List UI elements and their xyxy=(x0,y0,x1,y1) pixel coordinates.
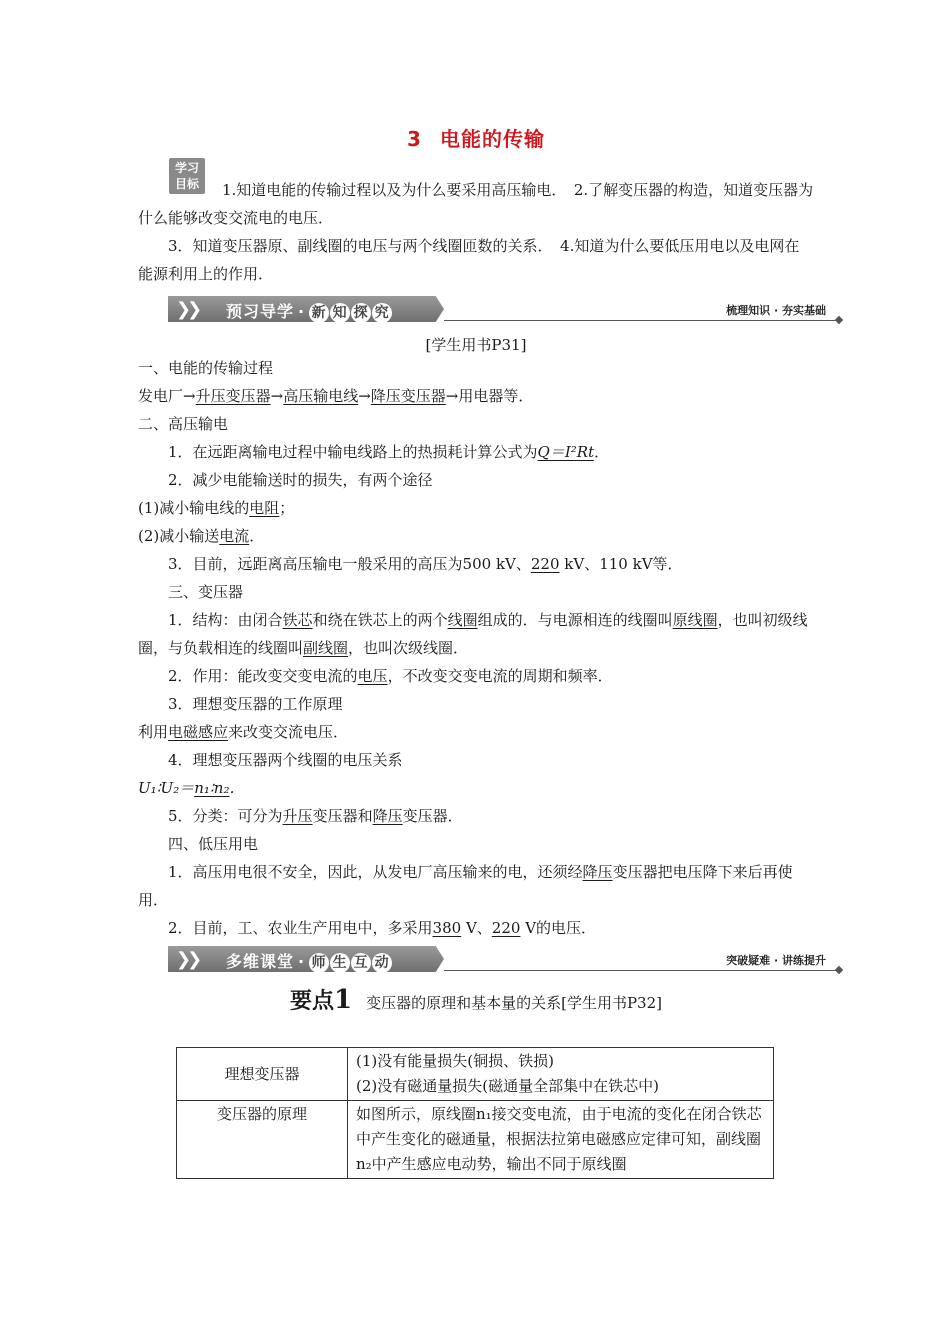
text-span: 来改变交流电压． xyxy=(228,723,349,741)
formula: U₁∶U₂＝ xyxy=(138,779,195,797)
text-line xyxy=(138,802,814,830)
text-line xyxy=(138,550,814,578)
text-span: 利用 xyxy=(138,723,169,741)
text-line xyxy=(138,662,814,690)
banner-title: 多维课堂 · 师 生 互 动 xyxy=(226,949,393,973)
fill-blank: 电流 xyxy=(219,527,250,545)
text-span: 1．高压用电很不安全，因此，从发电厂高压输来的电，还须经 xyxy=(168,863,583,881)
banner-circle-char: 动 xyxy=(372,953,392,973)
fill-blank: 升压 xyxy=(282,807,313,825)
text-line xyxy=(138,438,814,466)
fill-blank: 220 xyxy=(491,919,521,937)
flow-step: 降压变压器 xyxy=(370,387,446,405)
text-span: 1．结构：由闭合 xyxy=(168,611,283,629)
text-span: V的电压． xyxy=(520,919,597,937)
banner-prefix: 预习导学 xyxy=(226,302,295,321)
text-span: ． xyxy=(249,527,265,545)
key-point-number: 1 xyxy=(334,985,353,1015)
text-span: ，不改变交变电流的周期和频率． xyxy=(387,667,613,685)
summary-table xyxy=(176,1047,774,1179)
arrow-icon: → xyxy=(445,387,459,405)
text-span: 变压器． xyxy=(402,807,463,825)
badge-line-2: 目标 xyxy=(174,177,199,191)
text-span: ，也叫次级线圈． xyxy=(348,639,469,657)
banner-right-text: 梳理知识 · 夯实基础 xyxy=(726,304,826,317)
text-span: 5．分类：可分为 xyxy=(168,807,283,825)
fill-blank: n₁∶n₂ xyxy=(194,779,230,797)
fill-blank: 降压 xyxy=(372,807,403,825)
banner-circle-char: 师 xyxy=(309,953,329,973)
fill-blank: 降压 xyxy=(582,863,613,881)
text-span: ，也叫初级线圈，与负载相连的线圈叫 xyxy=(138,611,808,657)
text-span: kV、110 kV等． xyxy=(559,555,683,573)
title-number: 3 xyxy=(407,127,422,151)
banner-circle-char: 生 xyxy=(330,953,350,973)
diamond-icon xyxy=(835,316,843,324)
flow-step: 用电器等． xyxy=(458,387,534,405)
fill-blank: 380 xyxy=(432,919,462,937)
text-span: 组成的．与电源相连的线圈叫 xyxy=(477,611,673,629)
text-span: 变压器和 xyxy=(312,807,373,825)
flow-step: 升压变压器 xyxy=(195,387,271,405)
cell-line: (1)没有能量损失(铜损、铁损) xyxy=(356,1052,554,1070)
fill-blank: 线圈 xyxy=(447,611,478,629)
goal-line-2: 3．知道变压器原、副线圈的电压与两个线圈匝数的关系． 4.知道为什么要低压用电以及电网在能源利用上的作用． xyxy=(138,237,800,283)
text-span: 变压器把电压降下来后再使用． xyxy=(138,863,793,909)
banner-rule xyxy=(444,320,836,321)
flow-step: 高压输电线 xyxy=(283,387,359,405)
section-heading: 三、变压器 xyxy=(168,583,244,601)
banner-title: 预习导学 · 新 知 探 究 xyxy=(226,299,393,323)
fill-blank: 铁芯 xyxy=(282,611,313,629)
text-span: 1．在远距离输电过程中输电线路上的热损耗计算公式为 xyxy=(168,443,538,461)
section-heading: 二、高压输电 xyxy=(138,415,229,433)
text-span: 和绕在铁芯上的两个 xyxy=(312,611,448,629)
arrow-icon: → xyxy=(270,387,284,405)
banner-circle-char: 互 xyxy=(351,953,371,973)
formula: Q＝I²Rt xyxy=(537,443,595,461)
fill-blank: 电阻 xyxy=(249,499,280,517)
learning-goals xyxy=(138,176,814,288)
text-span: ． xyxy=(229,779,245,797)
flow-line xyxy=(138,382,814,410)
arrow-icon: → xyxy=(358,387,371,405)
section-banner-preview xyxy=(168,296,838,322)
fill-blank: 电压 xyxy=(357,667,388,685)
key-point-heading xyxy=(138,984,814,1015)
fill-blank: 电磁感应 xyxy=(168,723,229,741)
arrow-icon: → xyxy=(183,387,196,405)
text-span: V、 xyxy=(461,919,492,937)
section-heading: 一、电能的传输过程 xyxy=(138,359,274,377)
diamond-icon xyxy=(835,966,843,974)
table-row xyxy=(177,1101,774,1179)
text-span: (1)减小输电线的 xyxy=(138,499,250,517)
fill-blank: 原线圈 xyxy=(672,611,718,629)
key-point-label: 要点 xyxy=(290,989,335,1014)
fill-blank: 220 xyxy=(530,555,560,573)
book-reference: [学生用书P31] xyxy=(425,336,527,354)
text-line xyxy=(138,858,814,914)
text-line xyxy=(138,914,814,942)
flow-step: 发电厂 xyxy=(138,387,184,405)
banner-right-text: 突破疑难 · 讲练提升 xyxy=(726,954,826,967)
text-line xyxy=(138,606,814,662)
section-heading: 四、低压用电 xyxy=(168,835,259,853)
banner-prefix: 多维课堂 xyxy=(226,952,295,971)
text-line: 3．理想变压器的工作原理 xyxy=(168,695,343,713)
text-span: ． xyxy=(594,443,610,461)
table-cell: 如图所示，原线圈n₁接交变电流，由于电流的变化在闭合铁芯中产生变化的磁通量，根据法拉第电磁感应定律可知，副线圈n₂中产生感应电动势，输出不同于原线圈 xyxy=(348,1101,774,1179)
text-span: 2．目前，工、农业生产用电中，多采用 xyxy=(168,919,433,937)
double-chevron-icon: ❯❯ xyxy=(176,299,199,320)
text-span: ； xyxy=(279,499,295,517)
page-title xyxy=(138,123,814,152)
text-span: 3．目前，远距离高压输电一般采用的高压为500 kV、 xyxy=(168,555,531,573)
banner-circle-char: 新 xyxy=(309,303,329,323)
title-text: 电能的传输 xyxy=(439,127,545,151)
text-line: 2．减少电能输送时的损失，有两个途径 xyxy=(168,471,433,489)
table-row xyxy=(177,1048,774,1101)
goal-line-1: 1.知道电能的传输过程以及为什么要采用高压输电． 2.了解变压器的构造，知道变压器为什么能够改变交流电的电压． xyxy=(138,181,814,227)
table-cell-header: 变压器的原理 xyxy=(177,1101,348,1179)
text-line xyxy=(138,774,814,802)
banner-circle-char: 知 xyxy=(330,303,350,323)
text-line xyxy=(138,718,814,746)
fill-blank: 副线圈 xyxy=(303,639,349,657)
text-span: (2)减小输送 xyxy=(138,527,220,545)
banner-circle-char: 究 xyxy=(372,303,392,323)
table-cell-header: 理想变压器 xyxy=(177,1048,348,1101)
preview-content xyxy=(138,354,814,942)
text-span: 2．作用：能改变交变电流的 xyxy=(168,667,358,685)
banner-circle-char: 探 xyxy=(351,303,371,323)
banner-rule xyxy=(444,970,836,971)
key-point-title: 变压器的原理和基本量的关系[学生用书P32] xyxy=(366,994,662,1012)
badge-line-1: 学习 xyxy=(174,161,199,175)
text-line xyxy=(138,494,814,522)
cell-line: (2)没有磁通量损失(磁通量全部集中在铁芯中) xyxy=(356,1077,659,1095)
double-chevron-icon: ❯❯ xyxy=(176,949,199,970)
section-banner-classroom xyxy=(168,946,838,972)
text-line xyxy=(138,522,814,550)
text-line: 4．理想变压器两个线圈的电压关系 xyxy=(168,751,403,769)
table-cell xyxy=(348,1048,774,1101)
